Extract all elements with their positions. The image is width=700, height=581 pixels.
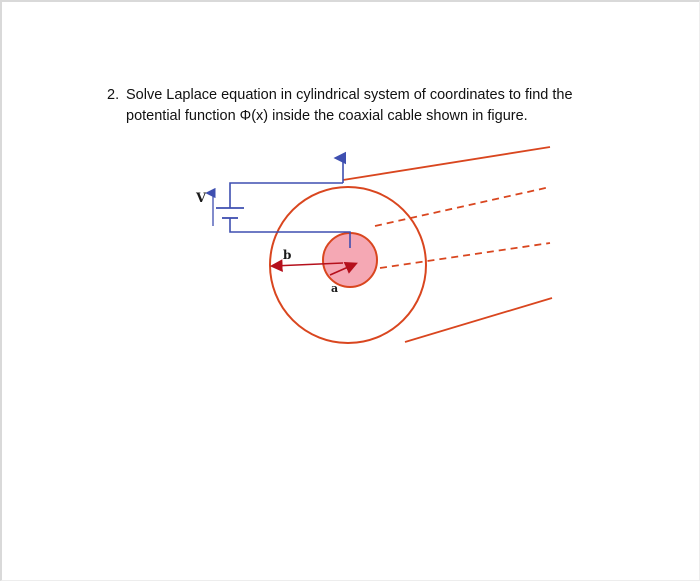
cable-bottom-line [405, 298, 552, 342]
question-line-2: potential function Φ(x) inside the coaxial cable shown in figure. [126, 108, 528, 124]
inner-conductor-dashed-bottom [380, 243, 550, 268]
inner-radius-label: a [331, 282, 339, 295]
battery-top-wire [230, 183, 343, 208]
inner-conductor-dashed-top [375, 187, 550, 226]
voltage-label: V [196, 191, 207, 206]
cable-top-line [343, 147, 550, 180]
outer-radius-label: b [283, 248, 292, 262]
question-number: 2. [107, 87, 120, 103]
question-line-1: Solve Laplace equation in cylindrical system of coordinates to find the [126, 87, 573, 103]
